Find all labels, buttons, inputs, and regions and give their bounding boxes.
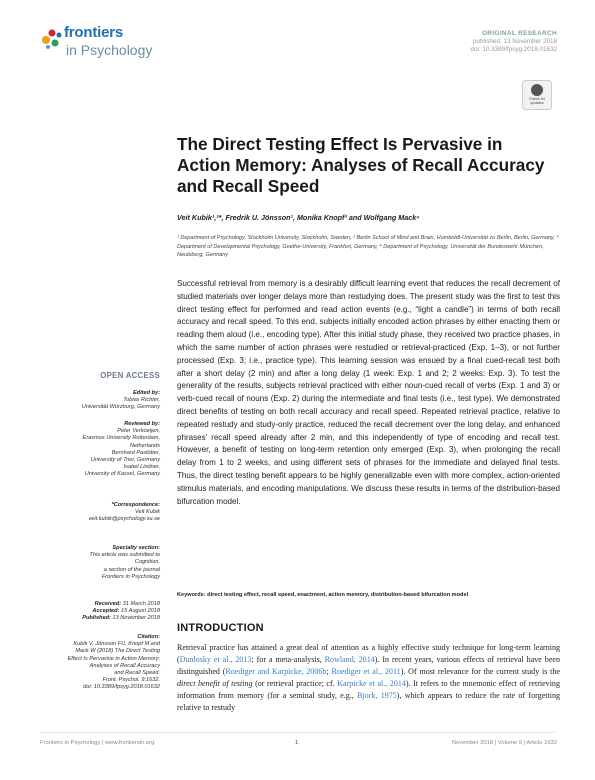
citation-doi[interactable]: doi: 10.3389/fpsyg.2018.01632 (83, 684, 160, 691)
introduction-paragraph: Retrieval practice has attained a great deal of attention as a highly effective study technique for long-term learning (Dunlosky et al., 2013; for a meta-analysis, Rowland, 2014). In recent years, various effects of retrieval have been distinguished (Roediger and Karpicke, 2006b; Roediger et al., 2011). Of most relevance for the current study is the direct benefit of testing (or retrieval practice; cf. Karpicke et al., 2014). It refers to the mnemonic effect of retrieving information from memory (for a seminal study, e.g., Bjork, 1975), which appears to reduce the rate of forgetting relative to restudy (177, 643, 560, 713)
article-type: ORIGINAL RESEARCH (481, 30, 557, 37)
published-date-header: published: 13 November 2018 (472, 38, 557, 46)
frontiers-logo-icon (40, 26, 64, 50)
affiliations: ¹ Department of Psychology, Stockholm University, Stockholm, Sweden, ² Berlin School of Mind and Brain, Humboldt-Universität zu Berlin, Berlin, Germany, ³ Department of Developmental Psychology, Goethe-University, Frankfurt, Germany, ⁴ Department of Psychology, Universität der Bundeswehr München, Neubiberg, Germany (177, 235, 559, 259)
article-header-info (471, 30, 557, 55)
doi-header[interactable]: doi: 10.3389/fpsyg.2018.01632 (470, 46, 557, 54)
footer-divider (40, 732, 555, 733)
footer-issue-info: November 2018 | Volume 9 | Article 1632 (451, 740, 557, 746)
badge-text-1: Check for (528, 97, 546, 101)
footer-journal[interactable]: Frontiers in Psychology | www.frontiersin.org (40, 740, 155, 746)
sidebar-correspondence: *Correspondence: Veit Kubik veit.kubik@psychology.su.se (20, 502, 160, 524)
journal-name-line2: in Psychology (66, 42, 153, 58)
citation-link[interactable]: Roediger et al., 2011 (331, 667, 401, 677)
section-heading-introduction: INTRODUCTION (177, 622, 264, 634)
check-for-updates-badge[interactable] (522, 80, 552, 110)
journal-logo (40, 22, 170, 66)
citation-link[interactable]: Bjork, 1975 (357, 691, 397, 701)
citation-link[interactable]: Karpicke et al., 2014 (337, 679, 406, 689)
citation-link[interactable]: Roediger and Karpicke, 2006b (225, 667, 327, 677)
citation-link[interactable]: Rowland, 2014 (324, 655, 375, 665)
citation-link[interactable]: Dunlosky et al., 2013 (179, 655, 252, 665)
journal-name-line1: frontiers (64, 24, 124, 41)
open-access-label: OPEN ACCESS (100, 371, 160, 380)
sidebar-citation: Citation: Kubik V, Jönsson FU, Knopf M and Mack W (2018) The Direct Testing Effect Is Pervasive in Action Memory: Analyses of Recall Accuracy and Recall Speed. Front. Psychol. 9:1632. doi: 10.3389/fpsyg.2018.01632 (20, 634, 160, 692)
sidebar-dates: Received: 31 March 2018 Accepted: 15 August 2018 Published: 13 November 2018 (82, 601, 160, 622)
abstract: Successful retrieval from memory is a desirably difficult learning event that reduces the recall decrement of studied materials over longer delays more than restudying does. The present study was the first to test this direct testing effect for performed and read action events (e.g., “light a candle”) in terms of both recall accuracy and recall speed. To this end, subjects initially encoded action phrases by either enacting them or reading them aloud (i.e., encoding type). After this initial study phase, they received two practice phases, in which the same number of action phrases were restudied or retrieval-practiced (Exp. 1–3), or not further processed (Exp. 3; i.e., practice type). This learning session was ensued by a final cued-recall test both after a short delay (2 min) and after a long delay (1 week: Exp. 1 and 2; 2 weeks: Exp. 3). To test the generality of the results, subjects retrieval practiced with either noun-cued recall of verbs (Exp. 1 and 3) or verb-cued recall of nouns (Exp. 2) during the intermediate and final tests (i.e., test type). We demonstrated direct benefits of testing on both recall accuracy and recall speed. Repeated retrieval practice, relative to repeated restudy and study-only practice, reduced the recall decrement over the long delay, and enhanced phrases’ recall speed already after 2 min, and this independently of type of encoding and recall test. However, a benefit of testing on long-term retention only emerged (Exp. 3), when prolonging the recall delay from 1 to 2 weeks, and using different sets of phrases for the immediate and delayed final tests. Thus, the direct testing benefit appears to be highly generalizable even with more complex, action-oriented stimulus materials, and encoding manipulations. We discuss these results in terms of the distribution-based bifurcation model. (177, 279, 560, 506)
check-updates-icon (531, 84, 543, 96)
keywords: Keywords: direct testing effect, recall speed, enactment, action memory, distribution-based bifurcation model (177, 592, 469, 598)
correspondence-email[interactable]: veit.kubik@psychology.su.se (88, 516, 160, 523)
sidebar-reviewers: Reviewed by: Peter Verkoeijen, Erasmus University Rotterdam, Netherlands Bernhard Pastötter, University of Trier, Germany Isabel Lindner, University of Kassel, Germany (82, 421, 160, 478)
page-number: 1 (295, 740, 299, 746)
author-list: Veit Kubik¹,²*, Fredrik U. Jönsson¹, Monika Knopf³ and Wolfgang Mack⁴ (177, 213, 420, 222)
sidebar-editor: Edited by: Tobias Richter, Universität Würzburg, Germany (81, 390, 160, 411)
article-title: The Direct Testing Effect Is Pervasive in Action Memory: Analyses of Recall Accuracy and Recall Speed (177, 134, 545, 196)
sidebar-specialty: Specialty section: This article was submitted to Cognition, a section of the journal Frontiers in Psychology (89, 545, 160, 580)
badge-text-2: updates (530, 101, 544, 106)
